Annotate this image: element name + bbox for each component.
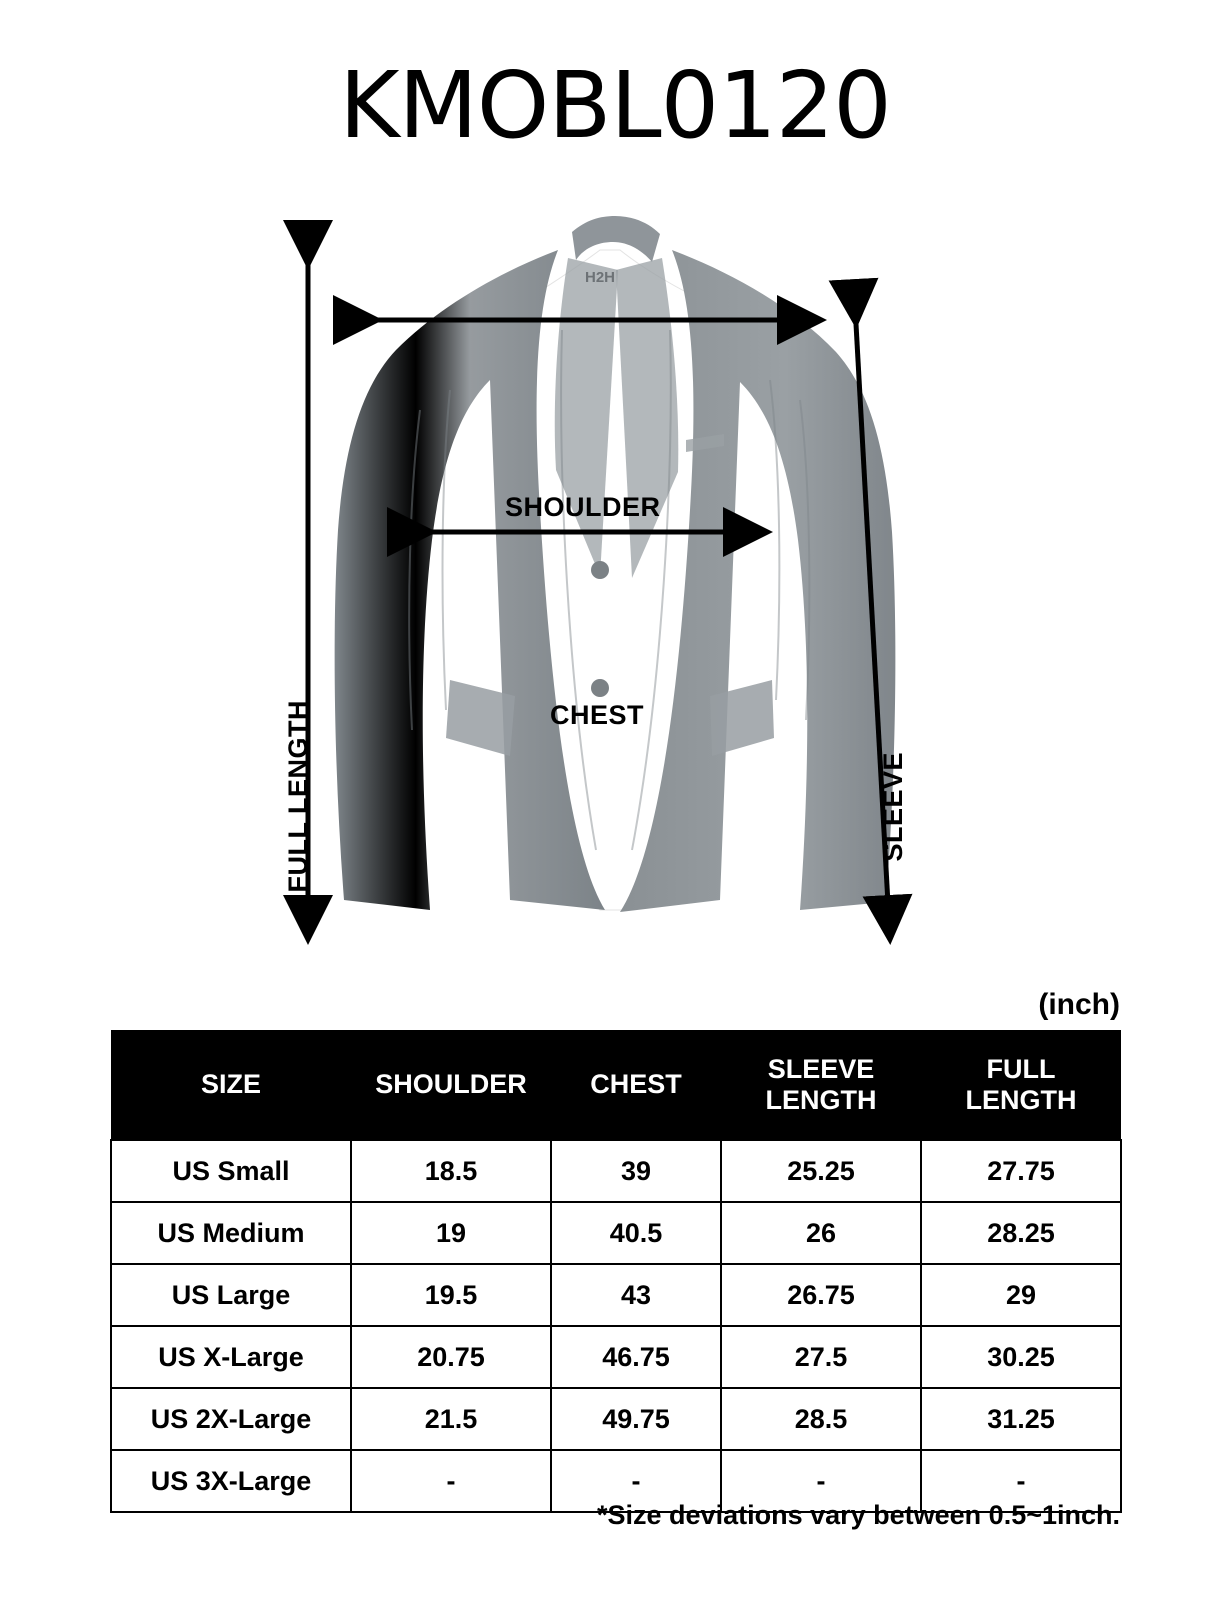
- column-header-shoulder: SHOULDER: [351, 1030, 551, 1140]
- cell-size: US Small: [111, 1140, 351, 1202]
- column-header-sleeve-length: [721, 1030, 921, 1140]
- cell-full-length: 29: [921, 1264, 1121, 1326]
- table-row: [111, 1202, 1121, 1264]
- label-chest: CHEST: [550, 700, 645, 730]
- column-header-full-length: [921, 1030, 1121, 1140]
- cell-size: US X-Large: [111, 1326, 351, 1388]
- column-header-sleeve-line1: SLEEVE: [767, 1054, 875, 1085]
- column-header-sleeve-line2: LENGTH: [765, 1084, 877, 1115]
- cell-size: US 3X-Large: [111, 1450, 351, 1512]
- cell-chest: 49.75: [551, 1388, 721, 1450]
- column-header-full-line1: FULL: [986, 1054, 1056, 1085]
- cell-size: US Medium: [111, 1202, 351, 1264]
- cell-sleeve-length: -: [721, 1450, 921, 1512]
- cell-shoulder: 19: [351, 1202, 551, 1264]
- cell-sleeve-length: 26: [721, 1202, 921, 1264]
- table-row: [111, 1388, 1121, 1450]
- cell-sleeve-length: 27.5: [721, 1326, 921, 1388]
- garment-illustration: [0, 200, 1230, 990]
- cell-full-length: 28.25: [921, 1202, 1121, 1264]
- cell-full-length: 30.25: [921, 1326, 1121, 1388]
- page-title: KMOBL0120: [339, 52, 891, 159]
- size-chart-table: [110, 1030, 1120, 1513]
- cell-shoulder: 20.75: [351, 1326, 551, 1388]
- cell-sleeve-length: 28.5: [721, 1388, 921, 1450]
- cell-shoulder: 18.5: [351, 1140, 551, 1202]
- label-shoulder: SHOULDER: [505, 492, 661, 522]
- cell-full-length: 27.75: [921, 1140, 1121, 1202]
- column-header-size: SIZE: [111, 1030, 351, 1140]
- cell-shoulder: 19.5: [351, 1264, 551, 1326]
- label-sleeve: SLEEVE: [878, 752, 908, 862]
- column-header-chest: CHEST: [551, 1030, 721, 1140]
- cell-sleeve-length: 25.25: [721, 1140, 921, 1202]
- cell-shoulder: -: [351, 1450, 551, 1512]
- cell-full-length: 31.25: [921, 1388, 1121, 1450]
- measurement-arrows: [0, 200, 1230, 990]
- cell-chest: 43: [551, 1264, 721, 1326]
- cell-chest: 40.5: [551, 1202, 721, 1264]
- cell-size: US Large: [111, 1264, 351, 1326]
- cell-chest: -: [551, 1450, 721, 1512]
- table-row: [111, 1264, 1121, 1326]
- cell-shoulder: 21.5: [351, 1388, 551, 1450]
- cell-sleeve-length: 26.75: [721, 1264, 921, 1326]
- table-row: [111, 1326, 1121, 1388]
- cell-size: US 2X-Large: [111, 1388, 351, 1450]
- cell-full-length: -: [921, 1450, 1121, 1512]
- cell-chest: 39: [551, 1140, 721, 1202]
- unit-note: (inch): [1038, 988, 1120, 1021]
- svg-text:H2H: H2H: [584, 269, 616, 286]
- column-header-full-line2: LENGTH: [965, 1084, 1077, 1115]
- label-full-length: FULL LENGTH: [283, 700, 313, 893]
- size-deviation-note: *Size deviations vary between 0.5~1inch.: [597, 1500, 1120, 1530]
- cell-chest: 46.75: [551, 1326, 721, 1388]
- table-header-row: [111, 1030, 1121, 1140]
- table-row: [111, 1140, 1121, 1202]
